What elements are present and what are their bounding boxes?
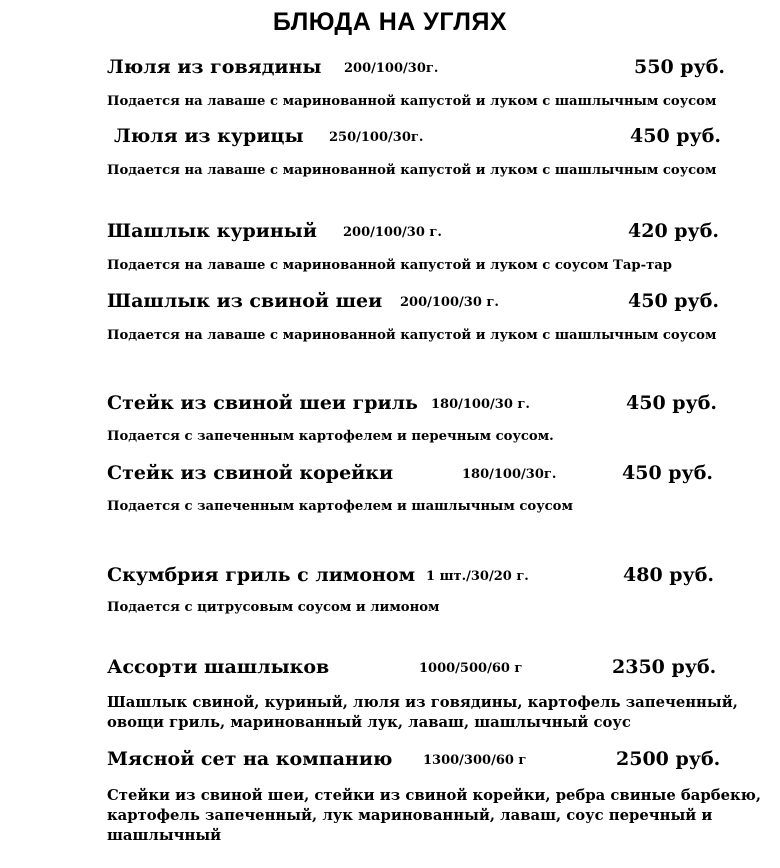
item-name: Стейк из свиной шеи гриль <box>107 392 418 414</box>
item-price: 480 руб. <box>623 564 715 586</box>
item-name: Люля из говядины <box>107 56 322 78</box>
item-description: Подается на лаваше с маринованной капустой и луком с шашлычным соусом <box>107 328 717 343</box>
item-weight: 180/100/30 г. <box>431 397 530 412</box>
item-name: Шашлык из свиной шеи <box>107 290 383 312</box>
item-name: Стейк из свиной корейки <box>107 462 394 484</box>
item-name: Люля из курицы <box>114 125 304 147</box>
page-title: БЛЮДА НА УГЛЯХ <box>272 8 508 36</box>
item-weight: 1300/300/60 г <box>423 753 527 768</box>
description-line: Шашлык свиной, куриный, люля из говядины, картофель запеченный, <box>107 694 738 711</box>
item-price: 550 руб. <box>634 56 726 78</box>
item-name: Мясной сет на компанию <box>107 748 393 770</box>
item-weight: 200/100/30г. <box>344 61 439 76</box>
item-weight: 200/100/30 г. <box>343 225 442 240</box>
item-price: 2350 руб. <box>612 656 717 678</box>
description-line: картофель запеченный, лук маринованный, лаваш, соус перечный и <box>107 807 713 824</box>
item-description: Подается с запеченным картофелем и перечным соусом. <box>107 429 554 444</box>
description-line: овощи гриль, маринованный лук, лаваш, шашлычный соус <box>107 714 631 731</box>
item-name: Ассорти шашлыков <box>107 656 330 678</box>
item-name: Шашлык куриный <box>107 220 317 242</box>
item-price: 420 руб. <box>628 220 720 242</box>
item-description <box>107 693 738 733</box>
item-description <box>107 786 761 846</box>
item-description: Подается на лаваше с маринованной капустой и луком с соусом Тар-тар <box>107 258 673 273</box>
item-description: Подается с запеченным картофелем и шашлычным соусом <box>107 499 573 514</box>
item-price: 450 руб. <box>626 392 718 414</box>
item-weight: 1000/500/60 г <box>419 661 523 676</box>
item-weight: 1 шт./30/20 г. <box>426 569 529 584</box>
description-line: Стейки из свиной шеи, стейки из свиной корейки, ребра свиные барбекю, <box>107 787 762 804</box>
item-weight: 180/100/30г. <box>462 467 557 482</box>
description-line: шашлычный <box>107 827 222 844</box>
item-description: Подается на лаваше с маринованной капустой и луком с шашлычным соусом <box>107 94 717 109</box>
item-weight: 200/100/30 г. <box>400 295 499 310</box>
item-description: Подается на лаваше с маринованной капустой и луком с шашлычным соусом <box>107 163 717 178</box>
item-price: 2500 руб. <box>616 748 721 770</box>
item-price: 450 руб. <box>628 290 720 312</box>
item-name: Скумбрия гриль с лимоном <box>107 564 416 586</box>
item-description: Подается с цитрусовым соусом и лимоном <box>107 600 440 615</box>
item-price: 450 руб. <box>622 462 714 484</box>
item-weight: 250/100/30г. <box>329 130 424 145</box>
item-price: 450 руб. <box>630 125 722 147</box>
